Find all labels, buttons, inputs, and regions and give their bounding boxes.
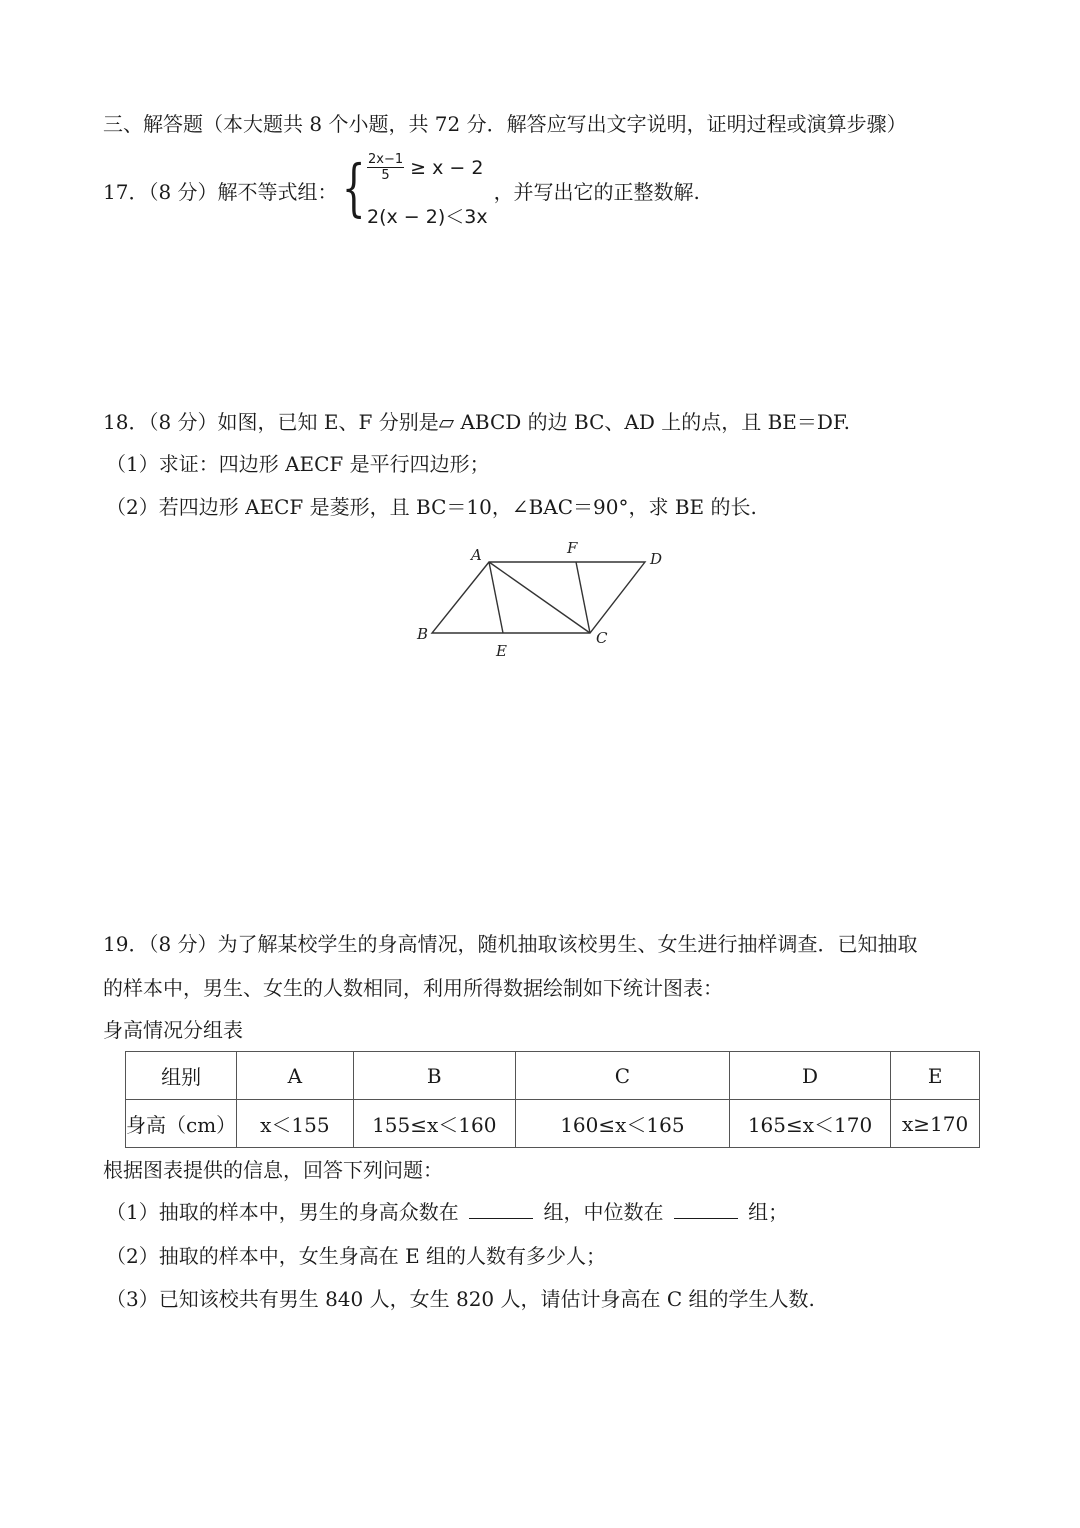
label-d: D xyxy=(650,550,663,568)
system-brace: { xyxy=(341,151,366,224)
answer-blank-mode[interactable] xyxy=(469,1198,533,1219)
table-cell-group-a: A xyxy=(237,1052,353,1100)
table-cell-group-e: E xyxy=(891,1052,980,1100)
label-e: E xyxy=(496,642,507,660)
inequality-system xyxy=(367,152,488,228)
answer-blank-median[interactable] xyxy=(674,1198,738,1219)
height-group-table xyxy=(125,1051,980,1148)
segment-fc xyxy=(576,562,590,633)
parallelogram-diagram xyxy=(405,535,675,665)
segment-ac xyxy=(489,562,590,633)
q19-stem-line1: 19．（8 分）为了解某校学生的身高情况，随机抽取该校男生、女生进行抽样调查．已知抽取 xyxy=(103,932,918,956)
fraction-numerator: 2x−1 xyxy=(367,152,404,167)
inequality-1-rest: ≥ x − 2 xyxy=(410,156,484,179)
table-cell-group-d: D xyxy=(729,1052,890,1100)
table-header-group: 组别 xyxy=(126,1052,237,1100)
q18-part1: （1）求证：四边形 AECF 是平行四边形； xyxy=(106,452,490,476)
label-c: C xyxy=(596,629,608,647)
q19-part2: （2）抽取的样本中，女生身高在 E 组的人数有多少人； xyxy=(106,1244,607,1268)
table-title: 身高情况分组表 xyxy=(103,1018,243,1042)
q19-part1-c: 组； xyxy=(748,1200,789,1224)
q19-part1-a: （1）抽取的样本中，男生的身高众数在 xyxy=(106,1200,459,1224)
table-cell-range-d: 165≤x＜170 xyxy=(729,1100,890,1148)
q17-prefix: 17．（8 分）解不等式组： xyxy=(103,179,338,204)
label-a: A xyxy=(471,546,482,564)
table-cell-group-c: C xyxy=(516,1052,730,1100)
q18-stem: 18．（8 分）如图，已知 E、F 分别是▱ ABCD 的边 BC、AD 上的点，且 BE＝DF. xyxy=(103,410,851,434)
inequality-1 xyxy=(367,152,488,183)
table-cell-range-b: 155≤x＜160 xyxy=(353,1100,515,1148)
section-title: 三、解答题（本大题共 8 个小题，共 72 分．解答应写出文字说明，证明过程或演算步骤） xyxy=(103,112,907,136)
table-row-heights xyxy=(126,1100,980,1148)
label-b: B xyxy=(417,625,429,643)
q18-part2: （2）若四边形 AECF 是菱形，且 BC＝10，∠BAC＝90°，求 BE 的长. xyxy=(106,495,757,519)
table-cell-group-b: B xyxy=(353,1052,515,1100)
q19-part3: （3）已知该校共有男生 840 人，女生 820 人，请估计身高在 C 组的学生人数. xyxy=(106,1287,815,1311)
q19-stem-line2: 的样本中，男生、女生的人数相同，利用所得数据绘制如下统计图表： xyxy=(103,976,723,1000)
table-cell-range-e: x≥170 xyxy=(891,1100,980,1148)
q17-suffix: ，并写出它的正整数解. xyxy=(493,179,700,204)
q19-part1 xyxy=(106,1198,788,1226)
q19-part1-b: 组，中位数在 xyxy=(543,1200,664,1224)
fraction xyxy=(367,152,404,183)
q19-instruction: 根据图表提供的信息，回答下列问题： xyxy=(103,1158,443,1182)
inequality-2: 2(x − 2)＜3x xyxy=(366,206,488,228)
table-cell-range-a: x＜155 xyxy=(237,1100,353,1148)
parallelogram-figure xyxy=(405,535,675,665)
fraction-denominator: 5 xyxy=(381,168,390,183)
question-17 xyxy=(103,150,700,230)
table-cell-range-c: 160≤x＜165 xyxy=(516,1100,730,1148)
segment-ae xyxy=(489,562,503,633)
label-f: F xyxy=(567,539,578,557)
table-row-groups xyxy=(126,1052,980,1100)
table-header-height: 身高（cm） xyxy=(126,1100,237,1148)
